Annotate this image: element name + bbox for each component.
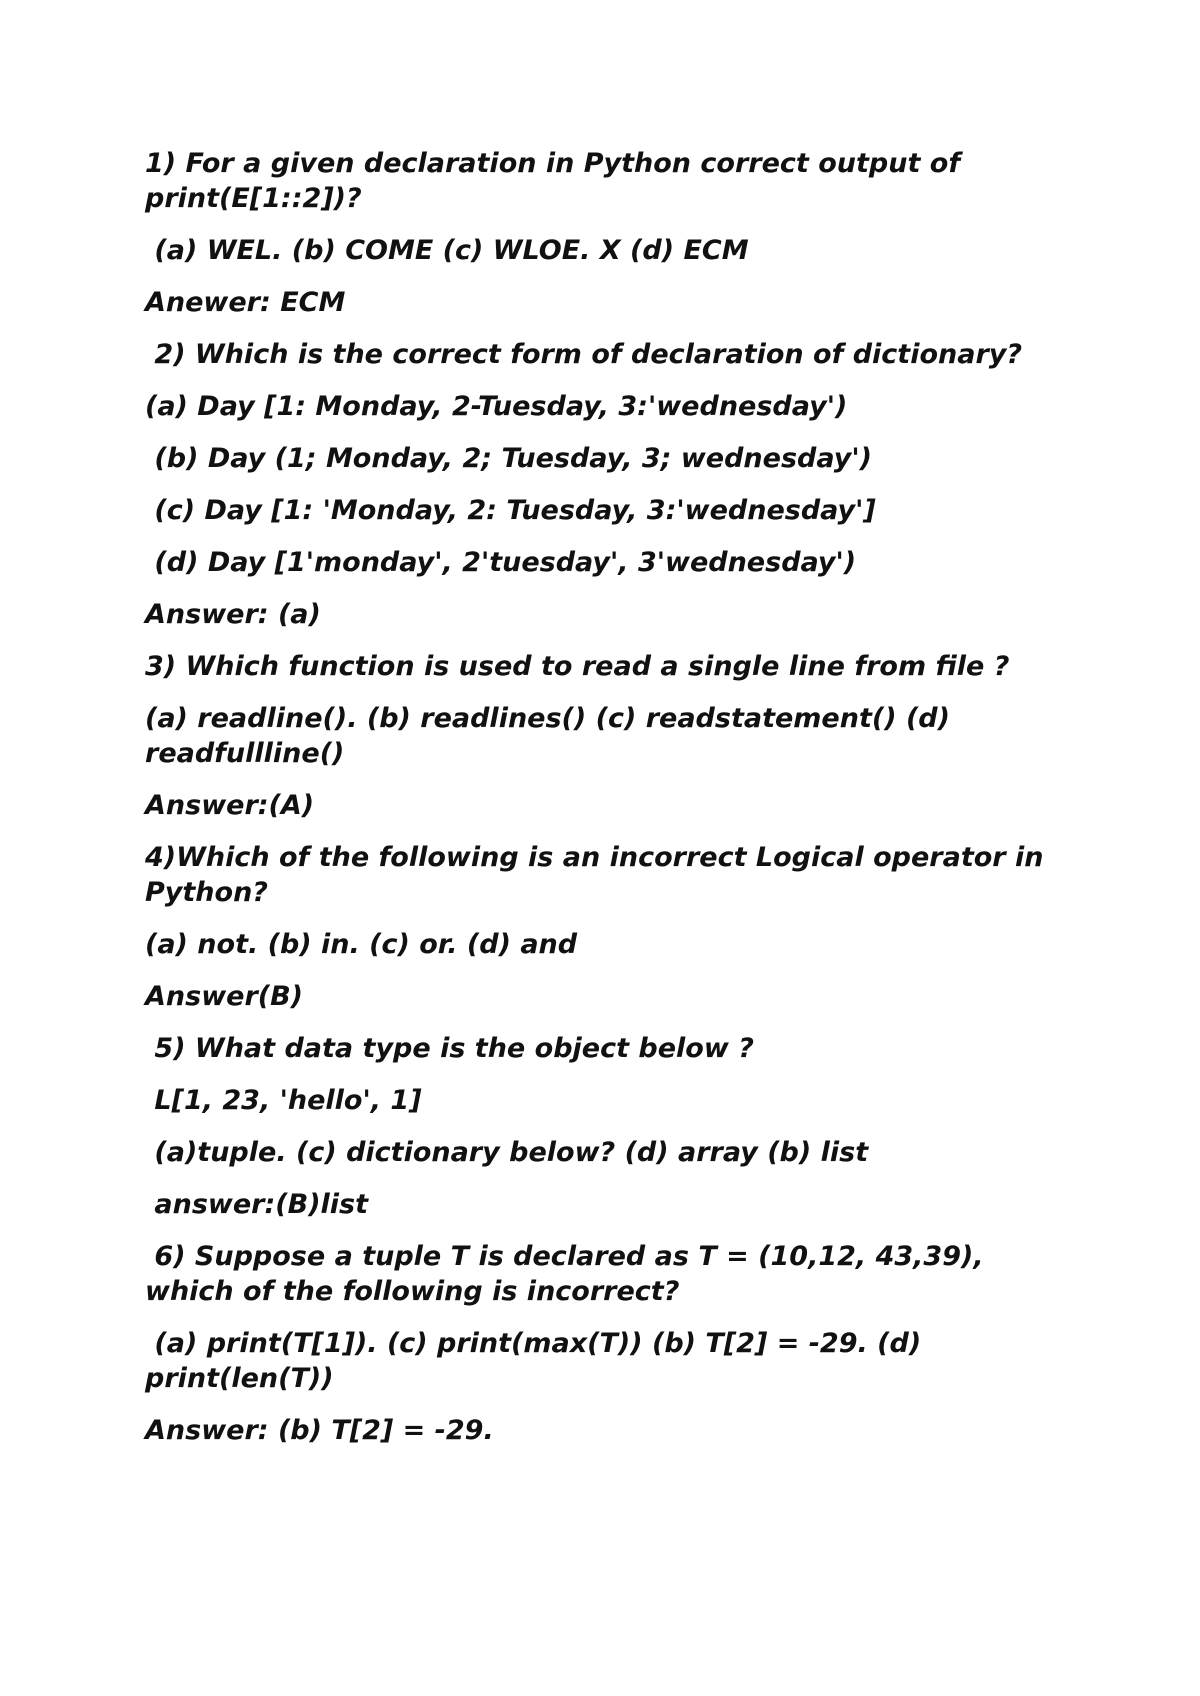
question-3: 3) Which function is used to read a single line from file ? bbox=[145, 651, 1010, 682]
question-2-option-b: (b) Day (1; Monday, 2; Tuesday, 3; wednesday') bbox=[145, 443, 872, 474]
question-3-answer: Answer:(A) bbox=[145, 790, 315, 821]
question-5: 5) What data type is the object below ? bbox=[145, 1033, 754, 1064]
question-6-answer: Answer: (b) T[2] = -29. bbox=[145, 1415, 494, 1446]
question-6: 6) Suppose a tuple T is declared as T = (10,12, 43,39), which of the following is incorrect? bbox=[145, 1241, 993, 1307]
question-1-options: (a) WEL. (b) COME (c) WLOE. X (d) ECM bbox=[145, 235, 749, 266]
question-3-options: (a) readline(). (b) readlines() (c) readstatement() (d) readfullline() bbox=[145, 703, 960, 769]
question-1: 1) For a given declaration in Python correct output of print(E[1::2])? bbox=[145, 148, 970, 214]
question-5-answer: answer:(B)list bbox=[145, 1189, 369, 1220]
question-2-option-a: (a) Day [1: Monday, 2-Tuesday, 3:'wednesday') bbox=[145, 391, 848, 422]
question-2-answer: Answer: (a) bbox=[145, 599, 321, 630]
question-1-answer: Anewer: ECM bbox=[145, 287, 346, 318]
question-2-option-d: (d) Day [1'monday', 2'tuesday', 3'wednesday') bbox=[145, 547, 857, 578]
question-5-object: L[1, 23, 'hello', 1] bbox=[145, 1085, 422, 1116]
question-5-options: (a)tuple. (c) dictionary below? (d) array (b) list bbox=[145, 1137, 869, 1168]
question-2: 2) Which is the correct form of declaration of dictionary? bbox=[145, 339, 1023, 370]
document-body bbox=[145, 146, 1075, 1465]
question-4: 4)Which of the following is an incorrect Logical operator in Python? bbox=[145, 842, 1053, 908]
question-6-options: (a) print(T[1]). (c) print(max(T)) (b) T[2] = -29. (d) print(len(T)) bbox=[145, 1328, 931, 1394]
question-4-answer: Answer(B) bbox=[145, 981, 304, 1012]
question-4-options: (a) not. (b) in. (c) or. (d) and bbox=[145, 929, 578, 960]
question-2-option-c: (c) Day [1: 'Monday, 2: Tuesday, 3:'wednesday'] bbox=[145, 495, 876, 526]
